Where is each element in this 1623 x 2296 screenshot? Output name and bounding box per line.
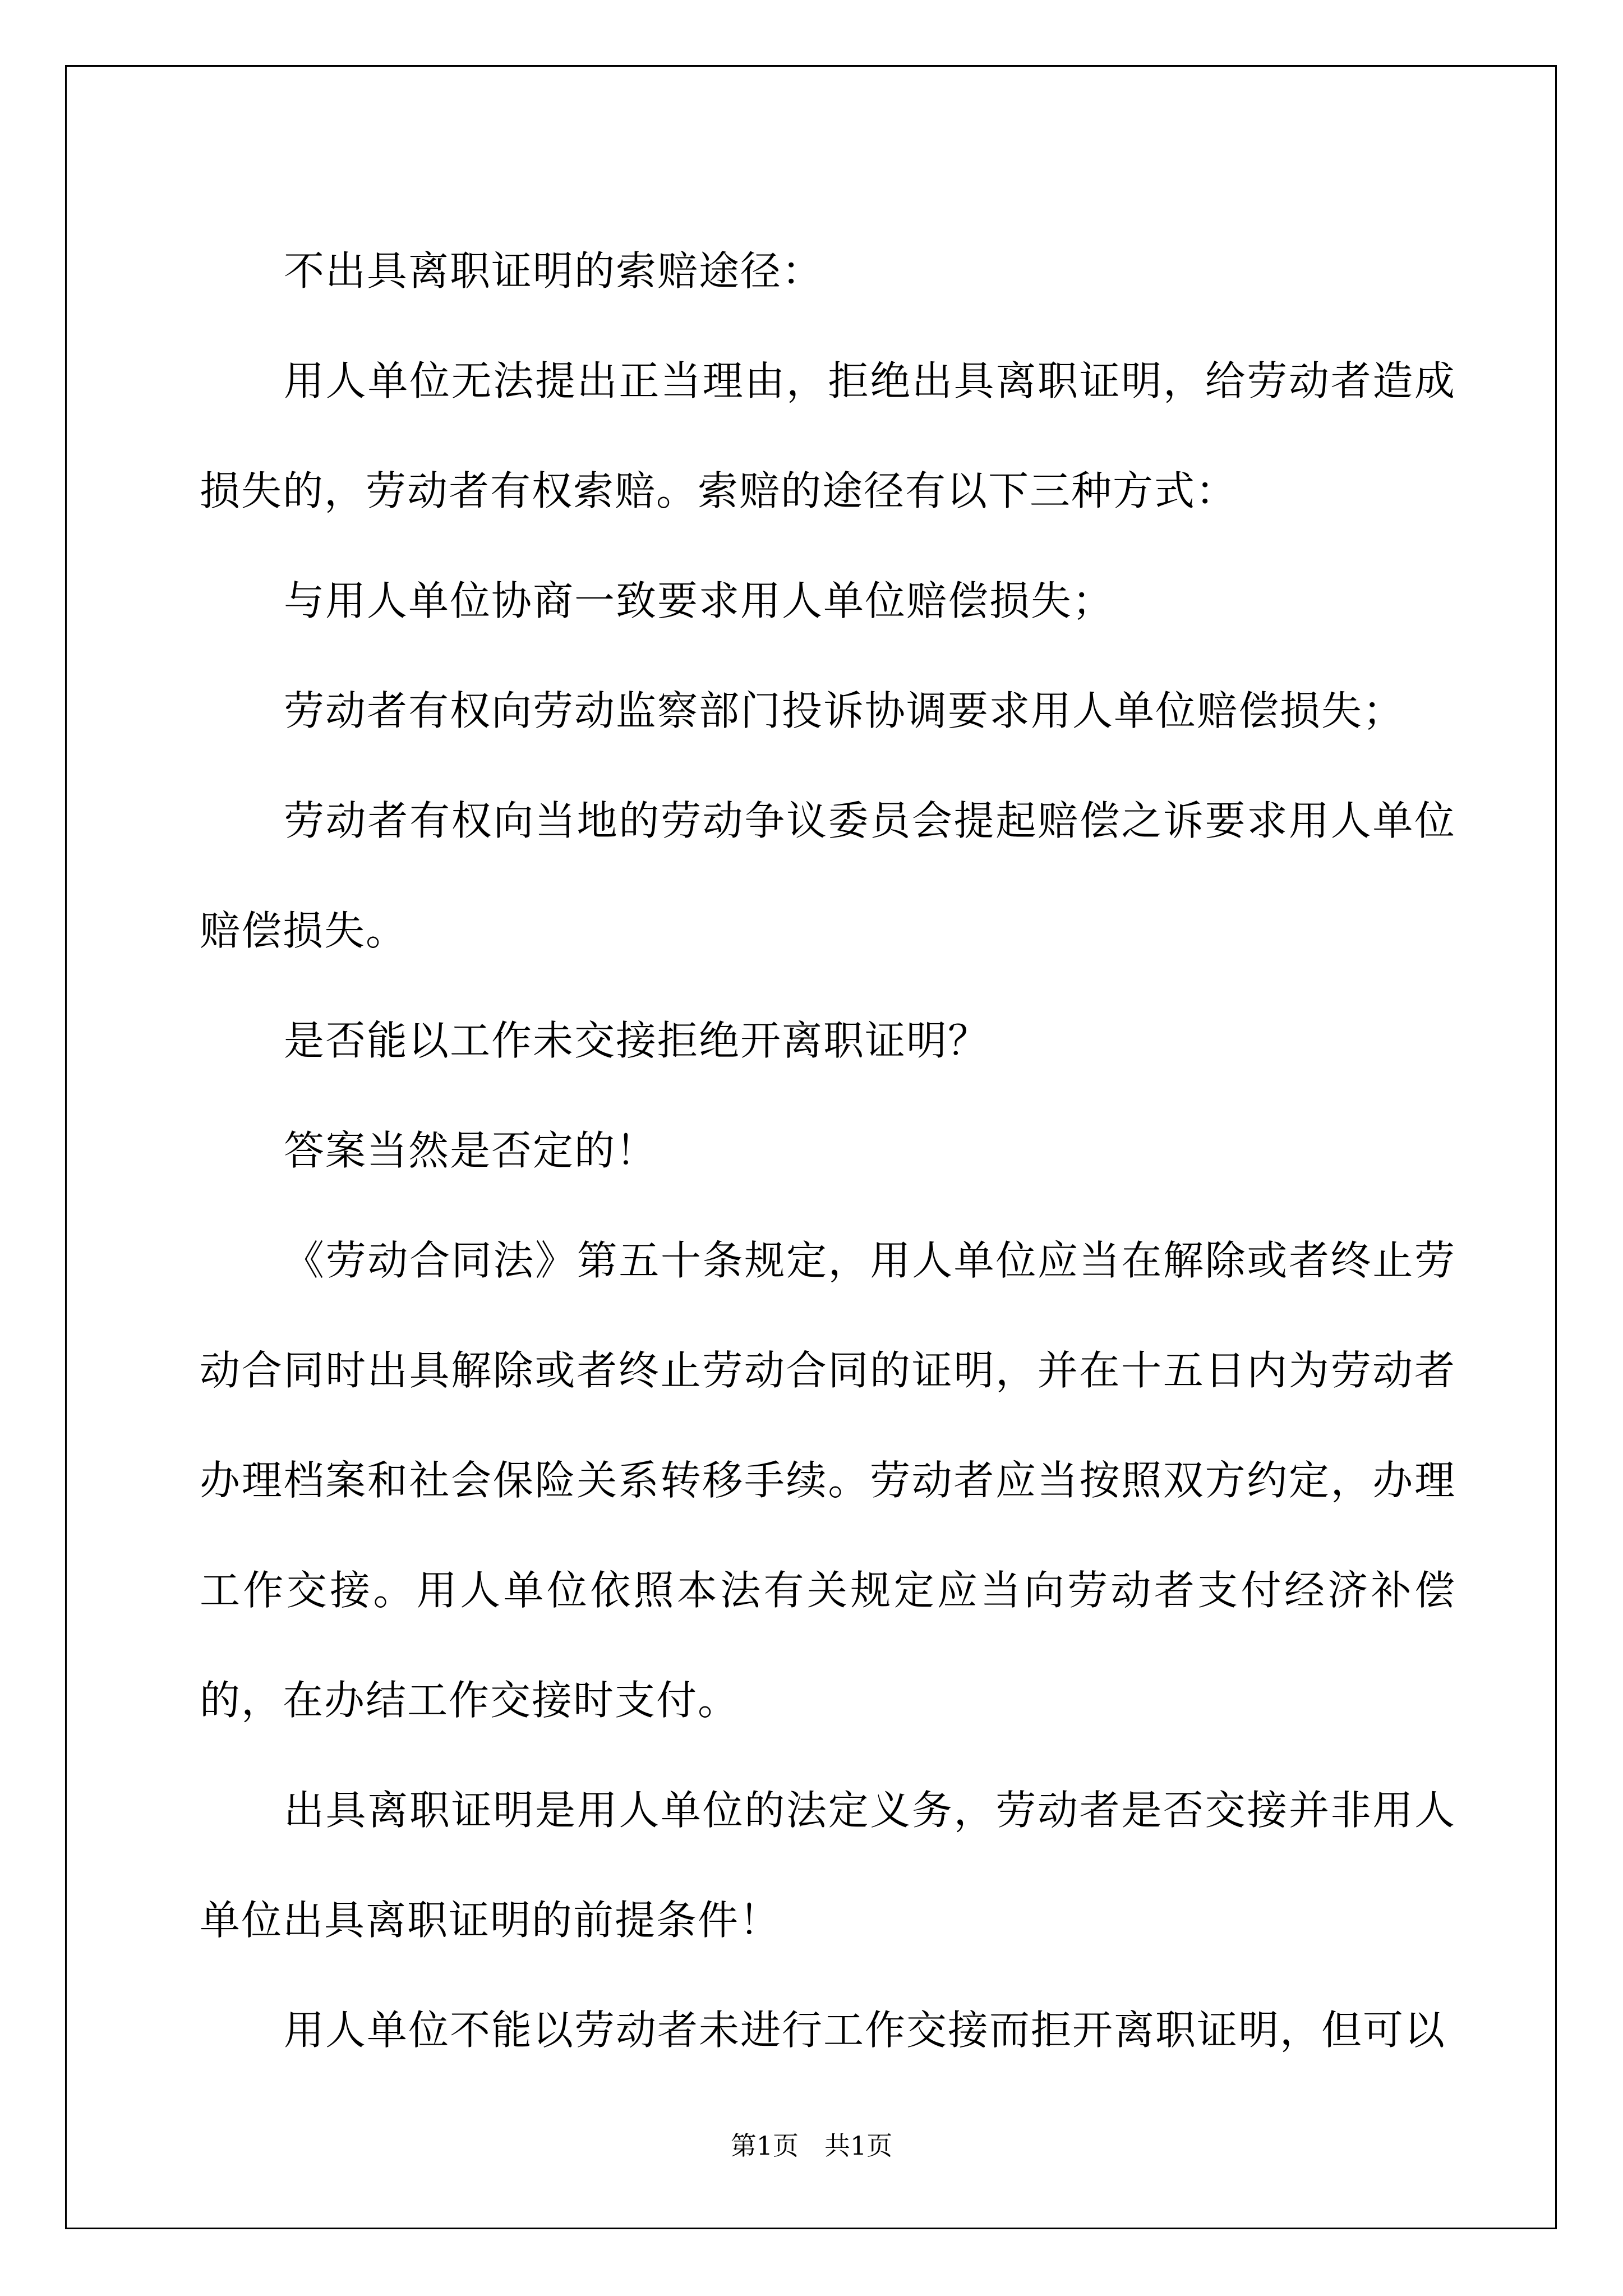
paragraph-question-handover: 是否能以工作未交接拒绝开离职证明？ (284, 1017, 990, 1064)
paragraph-claim-right: 用人单位无法提出正当理由，拒绝出具离职证明，给劳动者造成损失的，劳动者有权索赔。索赔的途径有以下三种方式： (200, 357, 1456, 514)
document-body (200, 216, 1456, 2085)
paragraph-legal-obligation: 出具离职证明是用人单位的法定义务，劳动者是否交接并非用人单位出具离职证明的前提条件！ (200, 1787, 1456, 1944)
paragraph-cannot-refuse: 用人单位不能以劳动者未进行工作交接而拒开离职证明，但可以 (284, 2007, 1446, 2054)
paragraph-answer: 答案当然是否定的！ (284, 1127, 658, 1174)
page-number-footer: 第1页 共1页 (730, 2131, 893, 2161)
paragraph-negotiate: 与用人单位协商一致要求用人单位赔偿损失； (284, 577, 1114, 624)
paragraph-complain-labor-inspection: 劳动者有权向劳动监察部门投诉协调要求用人单位赔偿损失； (284, 687, 1405, 734)
paragraph-heading-claim-routes: 不出具离职证明的索赔途径： (284, 247, 824, 295)
paragraph-law-article-50: 《劳动合同法》第五十条规定，用人单位应当在解除或者终止劳动合同时出具解除或者终止劳动合同的证明，并在十五日内为劳动者办理档案和社会保险关系转移手续。劳动者应当按照双方约定，办理工作交接。用人单位依照本法有关规定应当向劳动者支付经济补偿的，在办结工作交接时支付。 (200, 1237, 1456, 1724)
paragraph-arbitration: 劳动者有权向当地的劳动争议委员会提起赔偿之诉要求用人单位赔偿损失。 (200, 797, 1456, 954)
